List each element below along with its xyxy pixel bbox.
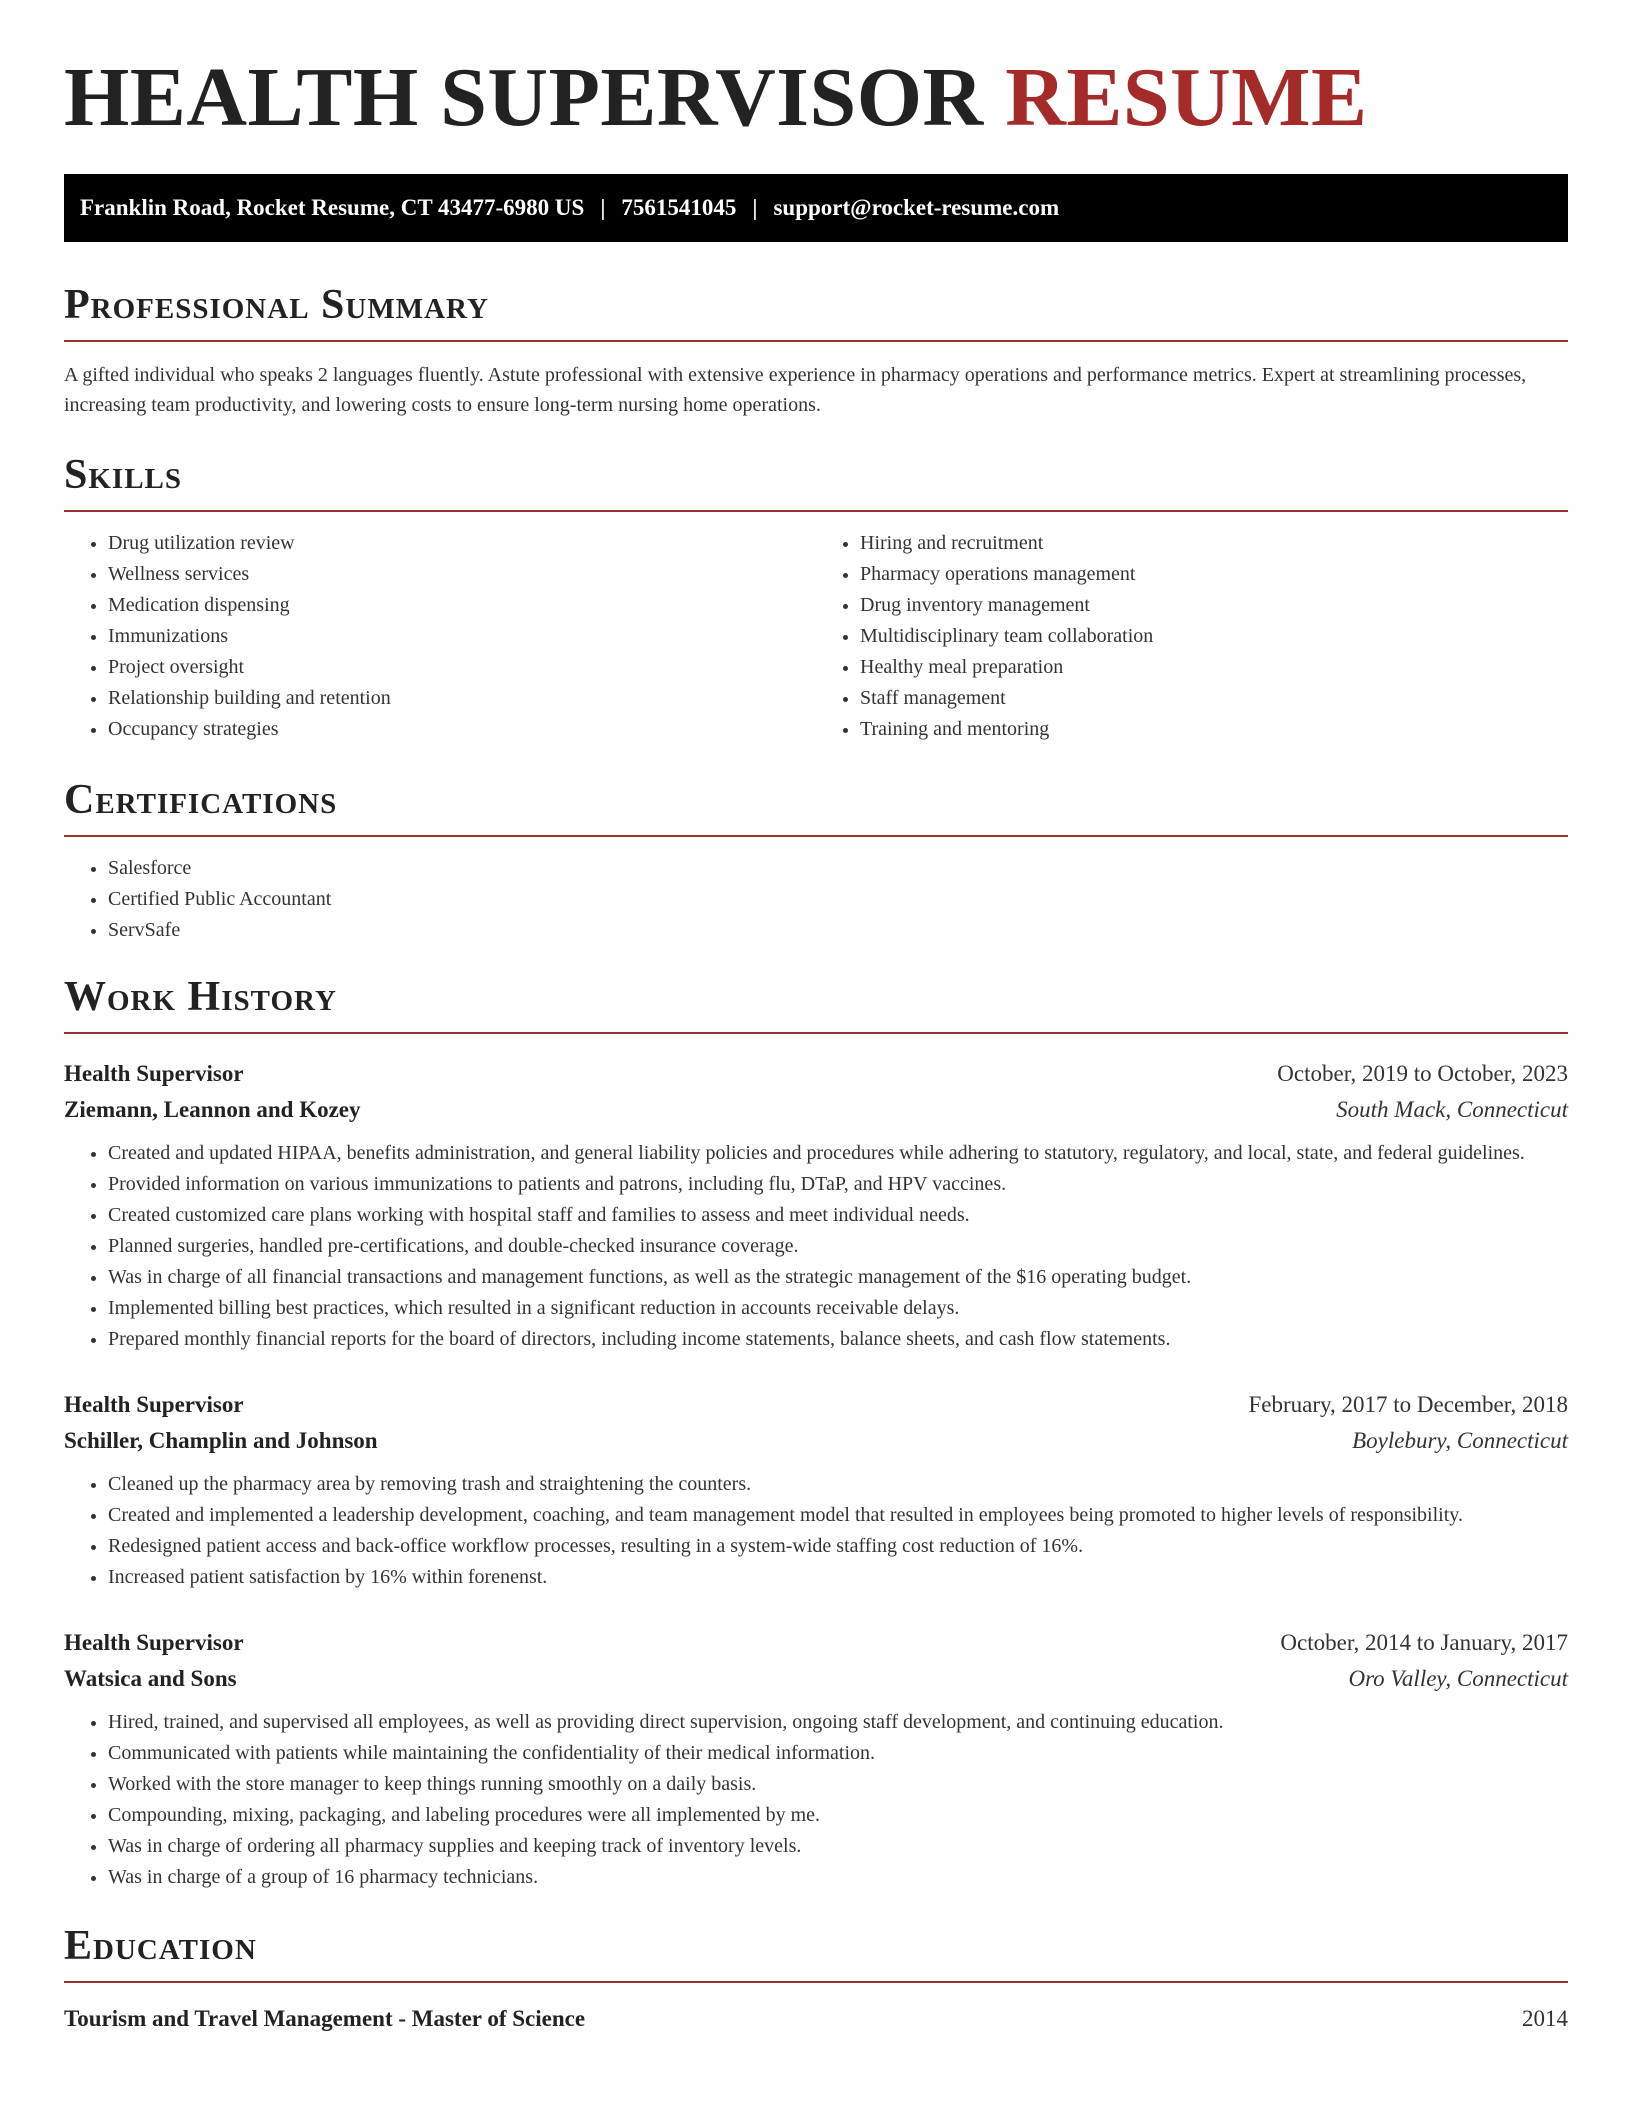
job-bullet: • Created and updated HIPAA, benefits administration, and general liability policies and procedures while adhering to statutory, regulatory, and local, state, and federal guidelines.	[108, 1138, 1568, 1169]
skill-item: • Training and mentoring	[860, 714, 1568, 745]
title-accent: RESUME	[1005, 51, 1368, 144]
job-bullet: • Increased patient satisfaction by 16% within forenenst.	[108, 1562, 1568, 1593]
skill-item: • Staff management	[860, 683, 1568, 714]
summary-text: A gifted individual who speaks 2 languages fluently. Astute professional with extensive experience in pharmacy operations and performance metrics. Expert at streamlining processes, increasing team productivity, and lowering costs to ensure long-term nursing home operations.	[64, 364, 1527, 416]
job-bullet: • Was in charge of a group of 16 pharmacy technicians.	[108, 1862, 1568, 1893]
job-company-row	[64, 1092, 1568, 1128]
job-bullet: • Created customized care plans working with hospital staff and families to assess and meet individual needs.	[108, 1200, 1568, 1231]
job-entry	[64, 1625, 1568, 1893]
job-bullet: • Planned surgeries, handled pre-certifications, and double-checked insurance coverage.	[108, 1231, 1568, 1262]
skill-item: • Wellness services	[108, 559, 816, 590]
skills-list-left	[64, 528, 816, 745]
job-bullet: • Worked with the store manager to keep things running smoothly on a daily basis.	[108, 1769, 1568, 1800]
job-bullet: • Implemented billing best practices, which resulted in a significant reduction in accounts receivable delays.	[108, 1293, 1568, 1324]
skill-item: • Relationship building and retention	[108, 683, 816, 714]
job-company: Schiller, Champlin and Johnson	[64, 1428, 378, 1453]
job-dates: February, 2017 to December, 2018	[1248, 1392, 1568, 1417]
skill-item: • Occupancy strategies	[108, 714, 816, 745]
job-bullet: • Compounding, mixing, packaging, and labeling procedures were all implemented by me.	[108, 1800, 1568, 1831]
job-dates: October, 2014 to January, 2017	[1280, 1630, 1568, 1655]
job-bullet: • Redesigned patient access and back-office workflow processes, resulting in a system-wide staffing cost reduction of 16%.	[108, 1531, 1568, 1562]
skill-item: • Multidisciplinary team collaboration	[860, 621, 1568, 652]
job-header-row	[64, 1387, 1568, 1423]
job-bullet: • Provided information on various immunizations to patients and patrons, including flu, DTaP, and HPV vaccines.	[108, 1169, 1568, 1200]
job-company: Ziemann, Leannon and Kozey	[64, 1097, 361, 1122]
skill-item: • Medication dispensing	[108, 590, 816, 621]
certifications-list	[64, 853, 1568, 946]
resume-title	[64, 0, 1568, 176]
skill-item: • Immunizations	[108, 621, 816, 652]
title-main: HEALTH SUPERVISOR	[64, 51, 984, 144]
education-row	[64, 2001, 1568, 2037]
job-bullets	[64, 1469, 1568, 1593]
job-bullet: • Created and implemented a leadership development, coaching, and team management model that resulted in employees being promoted to higher levels of responsibility.	[108, 1500, 1568, 1531]
section-heading-certifications: Certifications	[64, 779, 1568, 837]
section-heading-work-history: Work History	[64, 976, 1568, 1034]
job-bullets	[64, 1707, 1568, 1893]
job-bullet: • Was in charge of all financial transactions and management functions, as well as the strategic management of the $16 operating budget.	[108, 1262, 1568, 1293]
contact-separator: |	[752, 195, 758, 220]
contact-separator: |	[600, 195, 606, 220]
job-bullet: • Was in charge of ordering all pharmacy supplies and keeping track of inventory levels.	[108, 1831, 1568, 1862]
job-bullet: • Prepared monthly financial reports for the board of directors, including income statements, balance sheets, and cash flow statements.	[108, 1324, 1568, 1355]
education-degree: Tourism and Travel Management - Master of Science	[64, 2006, 586, 2031]
education-year: 2014	[1522, 2006, 1568, 2031]
skill-item: • Hiring and recruitment	[860, 528, 1568, 559]
job-bullet: • Communicated with patients while maintaining the confidentiality of their medical information.	[108, 1738, 1568, 1769]
contact-phone: 7561541045	[621, 195, 737, 220]
job-bullet: • Cleaned up the pharmacy area by removing trash and straightening the counters.	[108, 1469, 1568, 1500]
certification-item: • Salesforce	[108, 853, 1568, 884]
certification-item: • ServSafe	[108, 915, 1568, 946]
skill-item: • Healthy meal preparation	[860, 652, 1568, 683]
job-location: Oro Valley, Connecticut	[1348, 1666, 1568, 1691]
job-bullets	[64, 1138, 1568, 1355]
job-header-row	[64, 1056, 1568, 1092]
contact-bar	[64, 174, 1568, 242]
section-heading-education: Education	[64, 1925, 1568, 1983]
section-heading-skills: Skills	[64, 454, 1568, 512]
job-entry	[64, 1056, 1568, 1355]
job-company: Watsica and Sons	[64, 1666, 237, 1691]
job-location: South Mack, Connecticut	[1336, 1097, 1568, 1122]
certification-item: • Certified Public Accountant	[108, 884, 1568, 915]
job-title: Health Supervisor	[64, 1630, 244, 1655]
skill-item: • Pharmacy operations management	[860, 559, 1568, 590]
skill-item: • Project oversight	[108, 652, 816, 683]
job-company-row	[64, 1423, 1568, 1459]
job-bullet: • Hired, trained, and supervised all employees, as well as providing direct supervision, ongoing staff development, and continuing education.	[108, 1707, 1568, 1738]
job-dates: October, 2019 to October, 2023	[1277, 1061, 1568, 1086]
education-entry	[64, 2001, 1568, 2037]
job-title: Health Supervisor	[64, 1392, 244, 1417]
skills-grid	[64, 512, 1568, 745]
skill-item: • Drug inventory management	[860, 590, 1568, 621]
skill-item: • Drug utilization review	[108, 528, 816, 559]
job-entry	[64, 1387, 1568, 1593]
skills-list-right	[816, 528, 1568, 745]
job-header-row	[64, 1625, 1568, 1661]
contact-email: support@rocket-resume.com	[773, 195, 1060, 220]
job-title: Health Supervisor	[64, 1061, 244, 1086]
contact-address: Franklin Road, Rocket Resume, CT 43477-6980 US	[80, 195, 585, 220]
section-heading-summary: Professional Summary	[64, 284, 1568, 342]
job-company-row	[64, 1661, 1568, 1697]
job-location: Boylebury, Connecticut	[1352, 1428, 1568, 1453]
